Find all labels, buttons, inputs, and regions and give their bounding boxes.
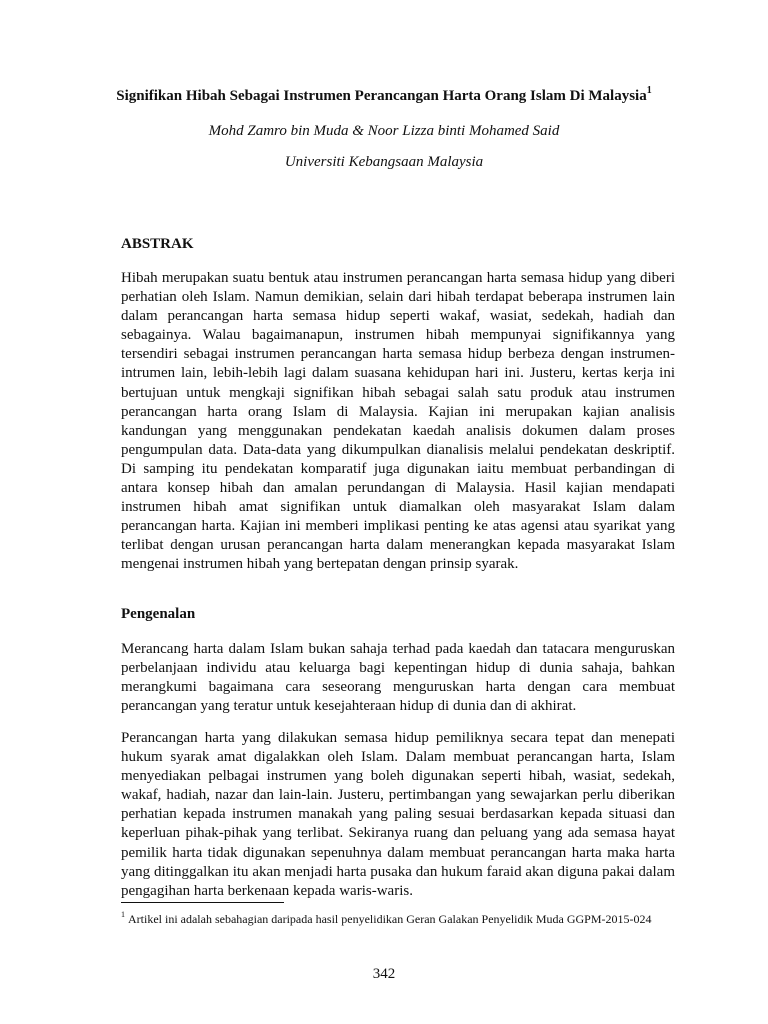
introduction-paragraph-1: Merancang harta dalam Islam bukan sahaja terhad pada kaedah dan tatacara menguruskan perbelanjaan individu atau keluarga bagi kepentingan hidup di dunia sahaja, bahkan merangkumi bagaimana cara seseorang menguruskan harta dengan cara membuat perancangan yang teratur untuk kesejahteraan hidup di dunia dan di akhirat. (121, 641, 675, 715)
introduction-heading: Pengenalan (121, 606, 196, 622)
paper-title-text: Signifikan Hibah Sebagai Instrumen Perancangan Harta Orang Islam Di Malaysia (116, 88, 647, 104)
abstract-text: Hibah merupakan suatu bentuk atau instrumen perancangan harta semasa hidup yang diberi perhatian oleh Islam. Namun demikian, selain dari hibah terdapat beberapa instrumen lain dalam perancangan harta semasa hidup seperti wakaf, wasiat, sedekah, hadiah dan sebagainya. Walau bagaimanapun, instrumen hibah mempunyai signifikannya yang tersendiri sebagai instrumen perancangan harta semasa hidup berbeza dengan instrumen-intrumen lain, lebih-lebih lagi dalam suasana kehidupan hari ini. Justeru, kertas kerja ini bertujuan untuk mengkaji signifikan hibah sebagai salah satu produk atau instrumen perancangan harta orang Islam di Malaysia. Kajian ini merupakan kajian analisis kandungan yang menggunakan pendekatan kaedah analisis dokumen dalam proses pengumpulan data. Data-data yang dikumpulkan dianalisis melalui pendekatan deskriptif. Di samping itu pendekatan komparatif juga digunakan iaitu membuat perbandingan di antara konsep hibah dan amalan perundangan di Malaysia. Hasil kajian mendapati instrumen hibah amat signifikan untuk diamalkan oleh masyarakat Islam dalam perancangan harta. Kajian ini memberi implikasi penting ke atas agensi atau syarikat yang terlibat dengan urusan perancangan harta dalam menerangkan kepada masyarakat Islam mengenai instrumen hibah yang bertepatan dengan prinsip syarak. (121, 270, 675, 573)
footnote (121, 908, 675, 927)
footnote-mark: 1 (121, 910, 125, 919)
title-footnote-mark[interactable]: 1 (646, 85, 652, 96)
abstract-heading: ABSTRAK (121, 236, 194, 252)
paper-authors: Mohd Zamro bin Muda & Noor Lizza binti Mohamed Said (208, 123, 560, 139)
paper-title (60, 86, 708, 106)
footnote-divider (121, 902, 284, 903)
paper-affiliation: Universiti Kebangsaan Malaysia (284, 154, 484, 170)
introduction-paragraph-2: Perancangan harta yang dilakukan semasa hidup pemiliknya secara tepat dan menepati hukum syarak amat digalakkan oleh Islam. Dalam membuat perancangan harta, Islam menyediakan pelbagai instrumen yang boleh digunakan seperti hibah, wasiat, sedekah, wakaf, hadiah, nazar dan lain-lain. Justeru, pertimbangan yang sewajarkan perlu diberikan perhatian kepada instrumen manakah yang paling sesuai berdasarkan kepada situasi dan keperluan pihak-pihak yang terlibat. Sekiranya ruang dan peluang yang ada semasa hayat pemilik harta tidak digunakan sepenuhnya dalam membuat perancangan harta maka harta yang ditinggalkan itu akan menjadi harta pusaka dan hukum faraid akan diguna pakai dalam pengagihan harta berkenaan kepada waris-waris. (121, 730, 675, 899)
page-number: 342 (372, 966, 396, 982)
footnote-text: Artikel ini adalah sebahagian daripada hasil penyelidikan Geran Galakan Penyelidik Muda GGPM-2015-024 (128, 912, 652, 926)
